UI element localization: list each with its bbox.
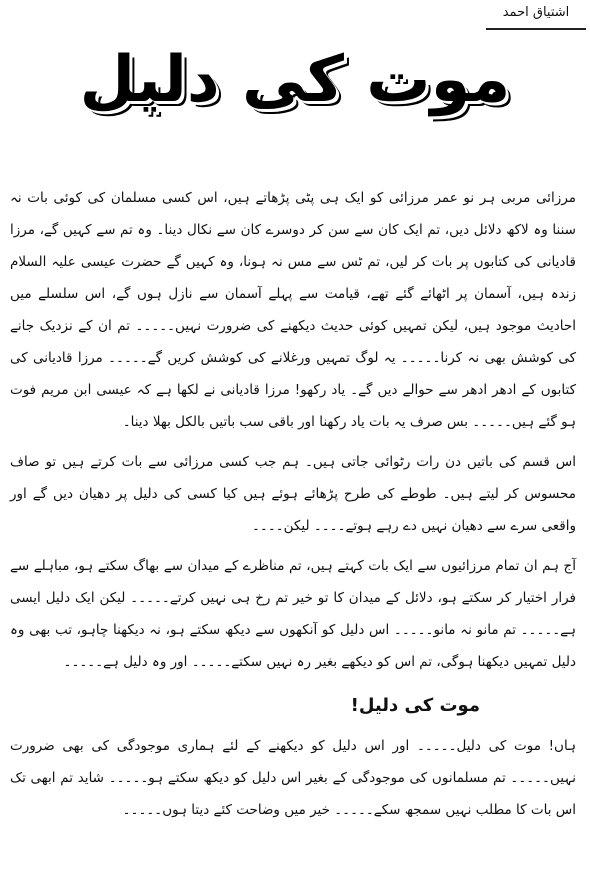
article-body [10, 182, 576, 834]
closing-paragraph: ہاں! موت کی دلیل۔۔۔۔۔ اور اس دلیل کو دیکھنے کے لئے ہماری موجودگی کی بھی ضرورت نہیں۔۔۔۔۔ تم مسلمانوں کی موجودگی کے بغیر اس دلیل کو دیکھ سکتے ہو۔۔۔۔۔ شاید تم ابھی تک اس بات کا مطلب نہیں سمجھ سکے۔۔۔۔۔ خیر میں وضاحت کئے دیتا ہوں۔۔۔۔۔ [10, 738, 576, 818]
paragraph-2: اس قسم کی باتیں دن رات رٹوائی جاتی ہیں۔ ہم جب کسی مرزائی سے بات کرتے ہیں تو صاف محسوس کر لیتے ہیں۔ طوطے کی طرح پڑھائے ہوئے ہیں کیا کسی کی دلیل پر دھیان دیں گے اور واقعی سرے سے دھیان نہیں دے رہے ہوتے۔۔۔۔ لیکن۔۔۔۔ [10, 454, 576, 534]
paragraph-1: مرزائی مربی ہر نو عمر مرزائی کو ایک ہی پٹی پڑھاتے ہیں، اس کسی مسلمان کی کوئی بات نہ سننا وہ لاکھ دلائل دیں، تم ایک کان سے سن کر دوسرے کان سے نکال دینا۔ وہ تم سے کہیں گے، مرزا قادیانی کی کتابوں پر بات کر لیں، تم ٹس سے مس نہ ہونا، وہ کہیں گے حضرت عیسی علیہ السلام زندہ ہیں، آسمان پر اٹھائے گئے تھے، قیامت سے پہلے آسمان سے نازل ہوں گے، اس سلسلے میں احادیث موجود ہیں، لیکن تمہیں کوئی حدیث دیکھنے کی ضرورت نہیں۔۔۔۔۔ تم ان کے نزدیک جانے کی کوشش بھی نہ کرنا۔۔۔۔۔ یہ لوگ تمہیں ورغلانے کی کوشش کریں گے۔۔۔۔۔ مرزا قادیانی کی کتابوں کے ادھر ادھر سے حوالے دیں گے۔ یاد رکھو! مرزا قادیانی نے لکھا ہے کہ عیسی ابن مریم فوت ہو گئے ہیں۔۔۔۔۔ بس صرف یہ بات یاد رکھنا اور باقی سب باتیں بالکل بھلا دینا۔ [10, 190, 576, 430]
author-underline [486, 28, 586, 30]
author-name: اشتیاق احمد [502, 5, 570, 20]
article-title: موت کی دلیل [79, 43, 511, 117]
paragraph-3: آج ہم ان تمام مرزائیوں سے ایک بات کہتے ہیں، تم مناظرے کے میدان سے بھاگ سکتے ہو، مباہلے سے فرار اختیار کر سکتے ہو، دلائل کے میدان کا تو خیر تم رخ ہی نہیں کرتے۔۔۔۔۔ لیکن ایک دلیل ایسی ہے۔۔۔۔۔ تم مانو نہ مانو۔۔۔۔۔ اس دلیل کو آنکھوں سے دیکھ سکتے ہو، نہ دیکھنا چاہو، تب بھی وہ دلیل تمہیں دیکھنا ہوگی، تم اس کو دیکھے بغیر رہ نہیں سکتے۔۔۔۔۔ اور وہ دلیل ہے۔۔۔۔۔ [10, 558, 576, 670]
section-heading: موت کی دلیل! [350, 695, 480, 716]
